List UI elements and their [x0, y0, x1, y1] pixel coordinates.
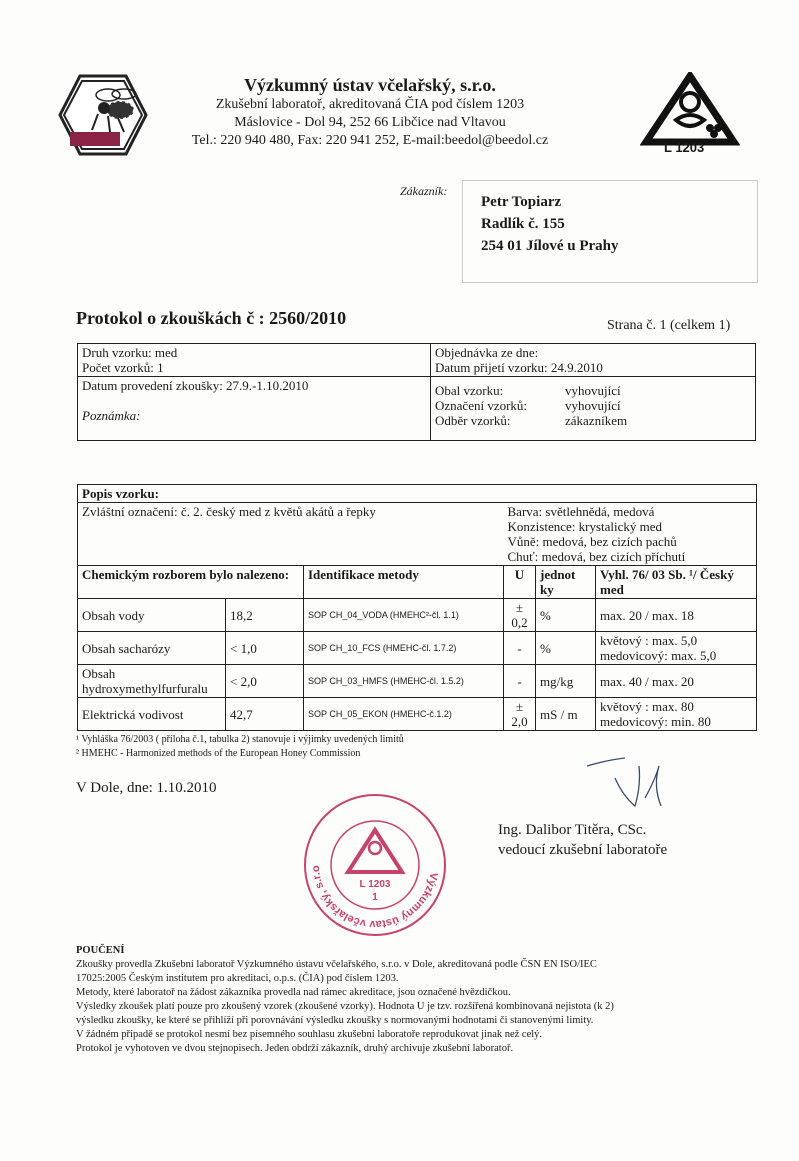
col-header-limits: Vyhl. 76/ 03 Sb. ¹/ Český med: [596, 566, 757, 599]
result-uncertainty: -: [504, 632, 536, 665]
signatory-name: Ing. Dalibor Titěra, CSc.: [498, 822, 647, 838]
result-unit: %: [536, 632, 596, 665]
col-header-method: Identifikace metody: [304, 566, 504, 599]
test-date-cell: [78, 377, 431, 441]
notice-line: Metody, které laboratoř na žádost zákazníka provedla nad rámec akreditace, jsou označené hvězdičkou.: [76, 987, 511, 998]
results-table: [77, 484, 757, 731]
col-header-uncertainty: U: [504, 566, 536, 599]
result-limit: [596, 599, 757, 632]
place-date: V Dole, dne: 1.10.2010: [76, 780, 217, 796]
result-name: Obsah vody: [78, 599, 226, 632]
sampling-value: zákazníkem: [565, 413, 628, 428]
footnote-2: ² HMEHC - Harmonized methods of the European Honey Commission: [76, 748, 361, 759]
packaging-value: vyhovující: [565, 383, 621, 398]
result-uncertainty: -: [504, 665, 536, 698]
result-name: Elektrická vodivost: [78, 698, 226, 731]
sample-info-table: [77, 343, 756, 441]
stamp-code: L 1203: [359, 879, 391, 890]
consistency-property: Konzistence: krystalický med: [507, 519, 663, 534]
institute-contact: Tel.: 220 940 480, Fax: 220 941 252, E-mail:beedol@beedol.cz: [191, 133, 549, 148]
notice-line: V žádném případě se protokol nesmí bez písemného souhlasu zkušební laboratoře reprodukovat jinak než celý.: [76, 1029, 543, 1040]
result-row: [78, 632, 757, 665]
result-method: SOP CH_04_VODA (HMEHC²-čl. 1.1): [304, 599, 504, 632]
customer-street: Radlík č. 155: [481, 216, 565, 232]
result-value: < 2,0: [226, 665, 304, 698]
customer-city: 254 01 Jílové u Prahy: [481, 238, 619, 254]
protocol-title: Protokol o zkouškách č : 2560/2010: [76, 308, 347, 328]
notice-line: výsledku zkoušky, ke které se přihlíží při porovnávání výsledku zkoušky s normovanými hodnotami či stanovenými limity.: [76, 1015, 594, 1026]
footnote-1: ¹ Vyhláška 76/2003 ( příloha č.1, tabulka 2) stanovuje i výjimky uvedených limitů: [76, 734, 404, 745]
sample-condition: [431, 377, 756, 441]
result-value: < 1,0: [226, 632, 304, 665]
result-row: [78, 599, 757, 632]
signatory: [498, 820, 667, 860]
color-property: Barva: světlehnědá, medová: [507, 504, 655, 519]
result-method: SOP CH_03_HMFS (HMEHC-čl. 1.5.2): [304, 665, 504, 698]
result-name: Obsah hydroxymethylfurfuralu: [78, 665, 226, 698]
sampling-label: Odběr vzorků:: [435, 413, 511, 428]
result-method: SOP CH_05_EKON (HMEHC-č.1.2): [304, 698, 504, 731]
description-heading: Popis vzorku:: [78, 485, 757, 503]
special-marking: Zvláštní označení: č. 2. český med z květů akátů a řepky: [82, 504, 376, 519]
result-limit: [596, 698, 757, 731]
legal-notice: [76, 944, 736, 1056]
packaging-label: Obal vzorku:: [435, 383, 504, 398]
institute-logo: [58, 70, 148, 160]
signatory-role: vedoucí zkušební laboratoře: [498, 842, 668, 858]
result-limit-line: květový : max. 5,0: [600, 633, 698, 648]
result-value: 18,2: [226, 599, 304, 632]
handwritten-signature: [585, 748, 705, 818]
col-header-analysis: Chemickým rozborem bylo nalezeno:: [78, 566, 304, 599]
result-value: 42,7: [226, 698, 304, 731]
customer-box: [462, 180, 758, 283]
lab-accreditation: Zkušební laboratoř, akreditovaná ČIA pod číslem 1203: [215, 97, 525, 112]
result-uncertainty: ± 2,0: [504, 698, 536, 731]
result-row: [78, 698, 757, 731]
result-limit-line: květový : max. 80: [600, 699, 694, 714]
taste-property: Chuť: medová, bez cizích příchutí: [507, 549, 686, 564]
notice-line: Výsledky zkoušek platí pouze pro zkoušený vzorek (zkoušené vzorky). Hodnota U je tzv. rozšířená kombinovaná nejistota (k 2): [76, 1001, 614, 1012]
col-header-units: jednot ky: [536, 566, 596, 599]
institute-name: Výzkumný ústav včelařský, s.r.o.: [244, 75, 496, 95]
result-limit-line: medovicový: max. 5,0: [600, 648, 717, 663]
result-limit: [596, 632, 757, 665]
customer-name: Petr Topiarz: [481, 194, 562, 210]
result-unit: mg/kg: [536, 665, 596, 698]
marking-value: vyhovující: [565, 398, 621, 413]
result-limit-line: max. 40 / max. 20: [600, 673, 694, 689]
sensory-properties: [504, 503, 757, 566]
result-row: [78, 665, 757, 698]
institute-address: Máslovice - Dol 94, 252 66 Libčice nad Vltavou: [234, 115, 506, 130]
page-number: Strana č. 1 (celkem 1): [607, 318, 731, 333]
notice-line: 17025:2005 Českým institutem pro akreditaci, o.p.s. (ČIA) pod číslem 1203.: [76, 973, 399, 984]
result-unit: mS / m: [536, 698, 596, 731]
result-limit-line: max. 20 / max. 18: [600, 607, 694, 623]
notice-line: Zkoušky provedla Zkušební laboratoř Výzkumného ústavu včelařského, s.r.o. v Dole, akreditovaná podle ČSN EN ISO/IEC: [76, 959, 597, 970]
result-uncertainty: ± 0,2: [504, 599, 536, 632]
letterhead: [150, 74, 590, 150]
smell-property: Vůně: medová, bez cizích pachů: [507, 534, 677, 549]
note-label: Poznámka:: [82, 408, 141, 423]
accreditation-code: L 1203: [664, 140, 705, 155]
order-info: Objednávka ze dne: Datum přijetí vzorku: 24.9.2010: [431, 344, 756, 377]
official-stamp: [300, 790, 450, 940]
result-limit: [596, 665, 757, 698]
stamp-outer-text: Výzkumný ústav včelařský, s.r.o: [309, 864, 440, 931]
notice-line: Protokol je vyhotoven ve dvou stejnopisech. Jeden obdrží zákazník, druhý archivuje zkušební laboratoř.: [76, 1043, 514, 1054]
marking-label: Označení vzorků:: [435, 398, 528, 413]
result-name: Obsah sacharózy: [78, 632, 226, 665]
result-limit-line: medovicový: min. 80: [600, 714, 711, 729]
customer-label: Zákazník:: [400, 184, 448, 198]
notice-heading: POUČENÍ: [76, 945, 125, 956]
stamp-number: 1: [372, 892, 378, 903]
test-date: Datum provedení zkoušky: 27.9.-1.10.2010: [82, 378, 309, 393]
result-method: SOP CH_10_FCS (HMEHC-čl. 1.7.2): [304, 632, 504, 665]
result-unit: %: [536, 599, 596, 632]
sample-type: Druh vzorku: med Počet vzorků: 1: [78, 344, 431, 377]
